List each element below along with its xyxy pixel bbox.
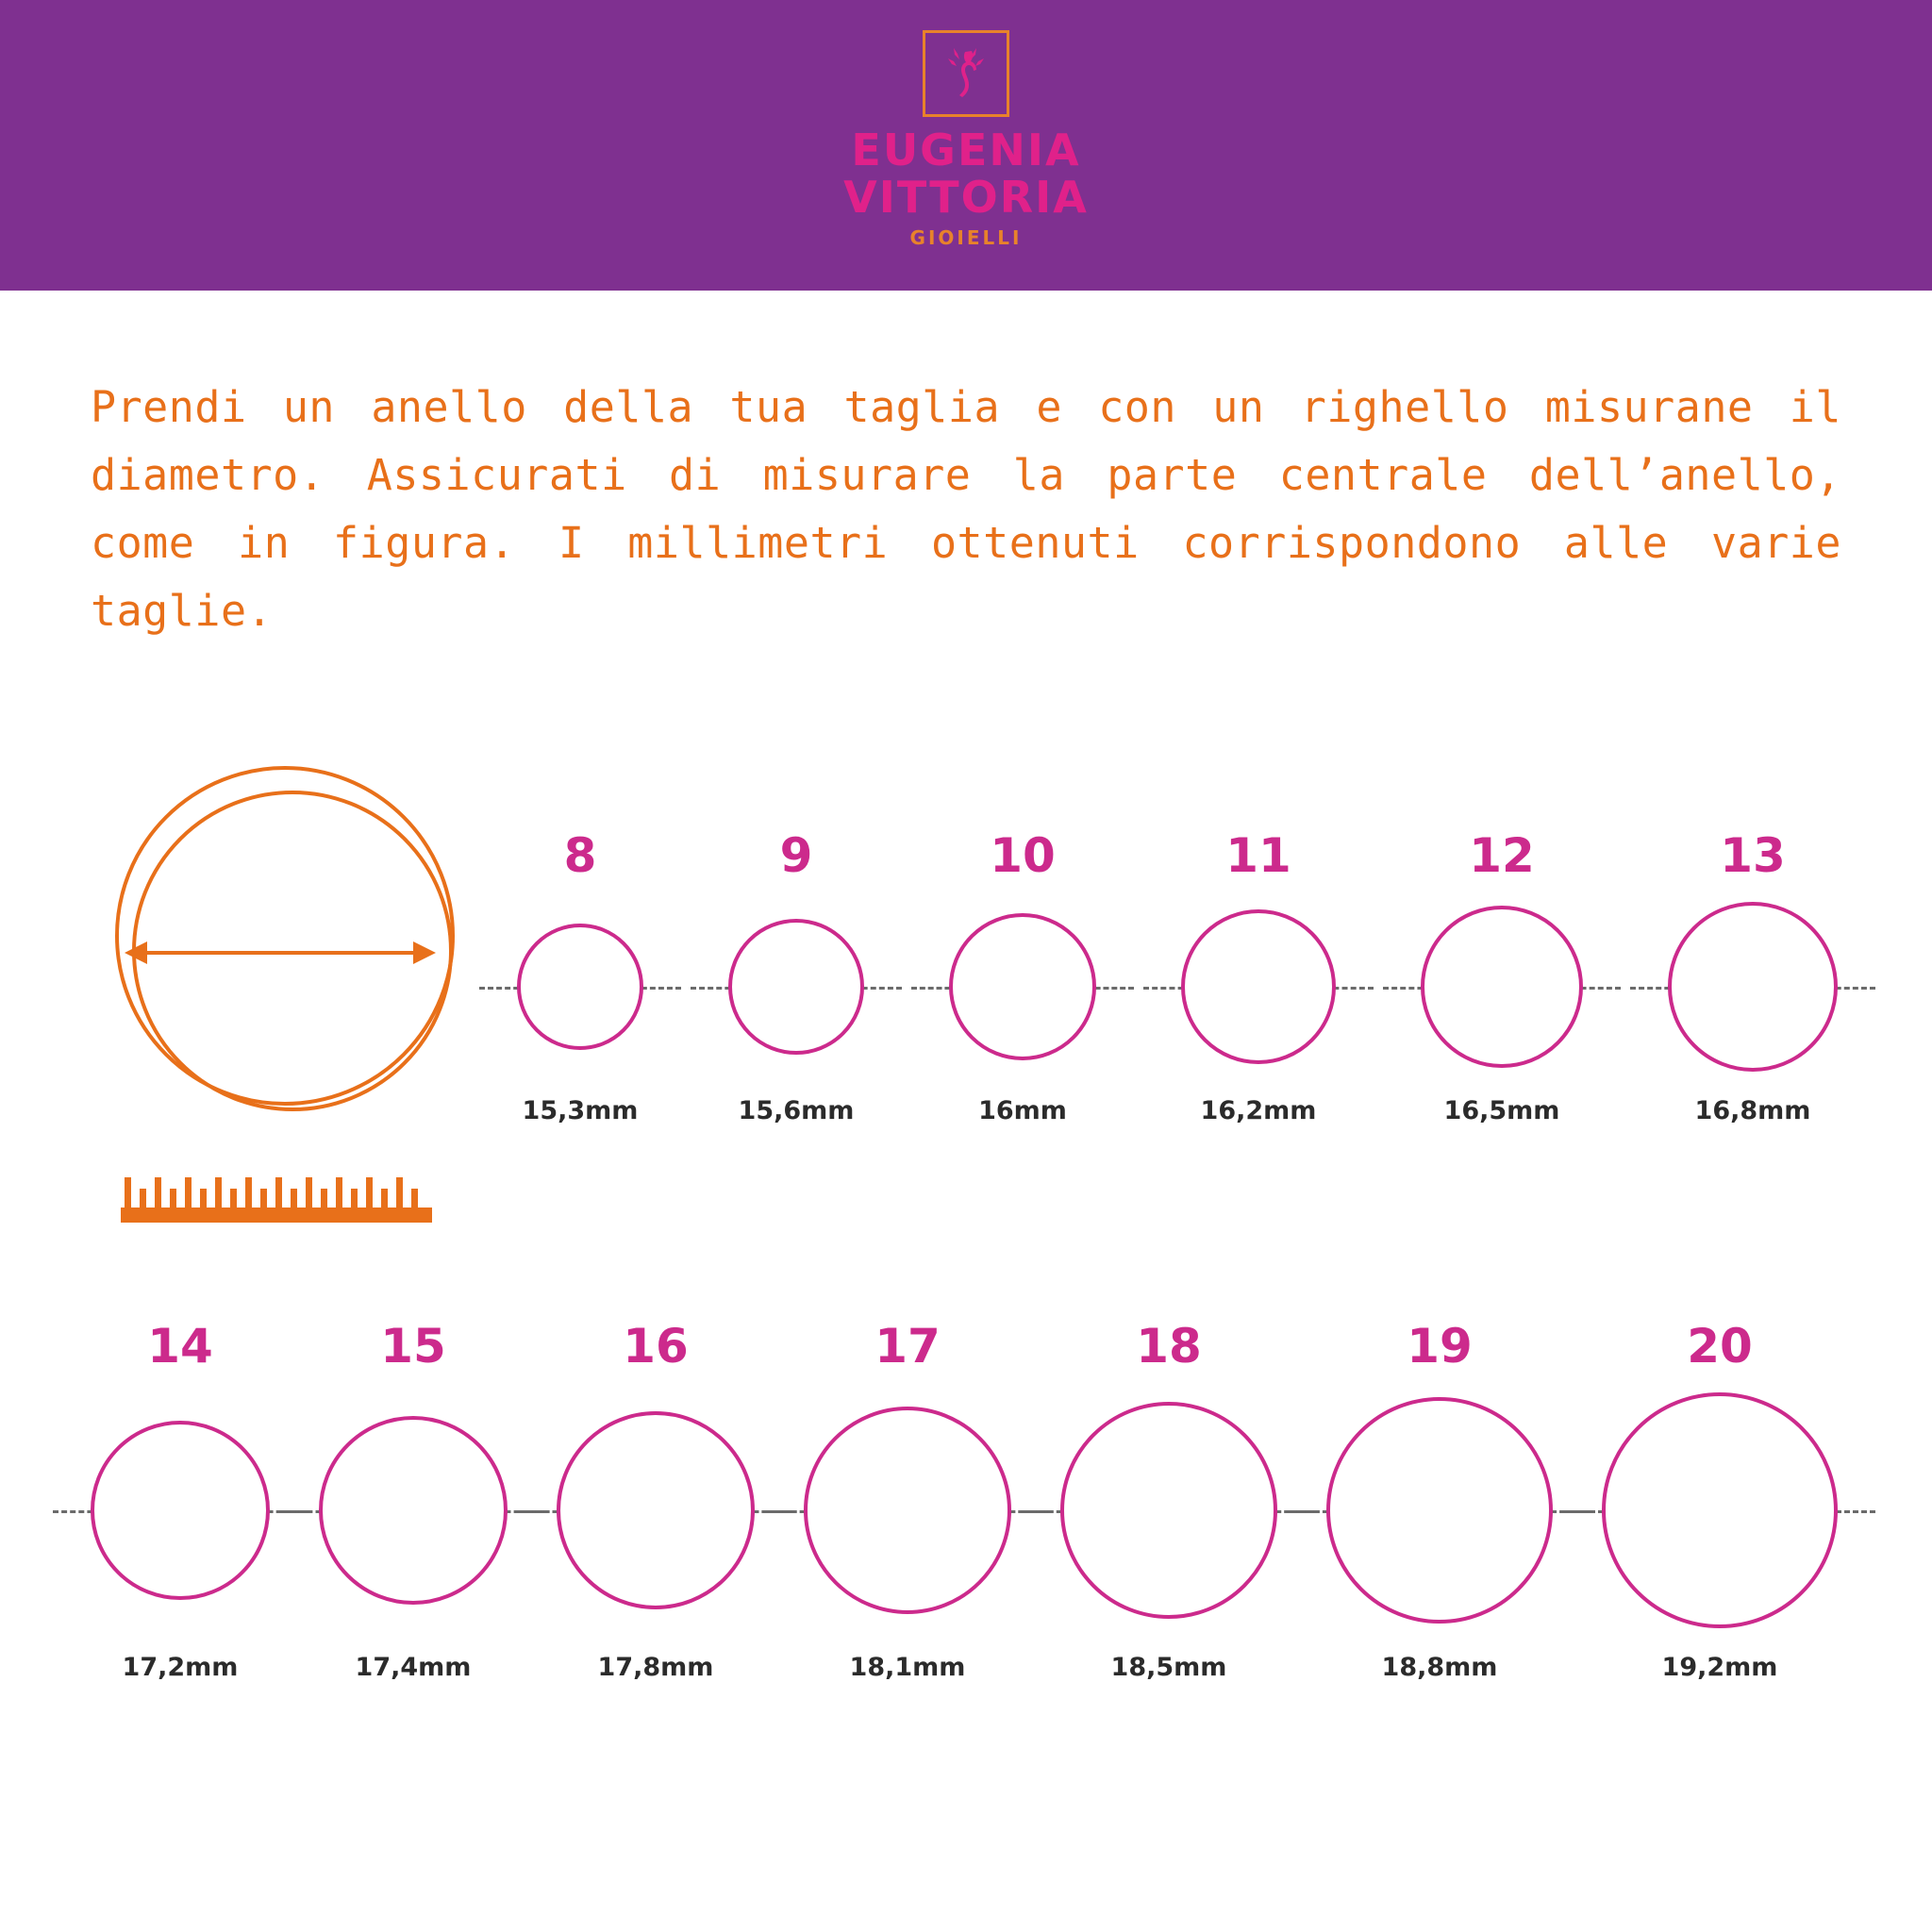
ring-circle bbox=[949, 913, 1096, 1060]
deer-logo-icon bbox=[923, 30, 1009, 117]
ring-size-cell bbox=[517, 830, 643, 1125]
ring-size-cell bbox=[1326, 1321, 1553, 1682]
ring-size-cell bbox=[1060, 1321, 1277, 1682]
ruler-icon bbox=[121, 1172, 432, 1230]
ring-size-number: 20 bbox=[1687, 1319, 1753, 1374]
ring-circle-wrapper bbox=[1668, 902, 1838, 1072]
ring-size-number: 9 bbox=[779, 828, 813, 883]
ring-circle bbox=[1421, 906, 1583, 1068]
ring-size-number: 14 bbox=[147, 1319, 213, 1374]
ring-size-cell bbox=[319, 1321, 508, 1682]
ring-diameter-label: 18,5mm bbox=[1110, 1653, 1227, 1682]
ring-circle-wrapper bbox=[1421, 902, 1583, 1072]
brand-logo bbox=[843, 30, 1089, 249]
ring-size-cell bbox=[91, 1321, 270, 1682]
ring-size-number: 13 bbox=[1720, 828, 1786, 883]
ring-size-number: 18 bbox=[1136, 1319, 1202, 1374]
ring-circle-wrapper bbox=[1326, 1392, 1553, 1628]
ring-size-number: 10 bbox=[990, 828, 1056, 883]
ring-size-number: 15 bbox=[380, 1319, 446, 1374]
ring-size-number: 12 bbox=[1469, 828, 1535, 883]
brand-name-line2: VITTORIA bbox=[843, 172, 1089, 223]
ring-circle bbox=[91, 1421, 270, 1600]
ring-circle bbox=[557, 1411, 755, 1609]
ring-circle bbox=[728, 919, 864, 1055]
brand-name-line1: EUGENIA bbox=[851, 125, 1081, 175]
ring-size-row-2 bbox=[91, 1321, 1838, 1682]
brand-tagline: GIOIELLI bbox=[909, 226, 1023, 249]
ring-size-number: 11 bbox=[1225, 828, 1291, 883]
instructions-text: Prendi un anello della tua taglia e con un righello misurane il diametro. Assicurati di misurare la parte centrale dell’anello, come in figura. I millimetri ottenuti corrispondono alle varie taglie. bbox=[91, 382, 1841, 636]
ring-diameter-label: 16,8mm bbox=[1694, 1096, 1811, 1125]
ring-diameter-label: 18,1mm bbox=[849, 1653, 966, 1682]
ring-size-cell bbox=[949, 830, 1096, 1125]
ring-circle-wrapper bbox=[517, 902, 643, 1072]
ring-size-cell bbox=[1668, 830, 1838, 1125]
ring-circle bbox=[1668, 902, 1838, 1072]
ring-size-number: 19 bbox=[1407, 1319, 1473, 1374]
ring-circle-wrapper bbox=[1602, 1392, 1838, 1628]
ring-diameter-label: 15,3mm bbox=[522, 1096, 639, 1125]
ring-size-number: 16 bbox=[623, 1319, 689, 1374]
ring-diameter-label: 16,5mm bbox=[1443, 1096, 1560, 1125]
ring-circle-wrapper bbox=[1060, 1392, 1277, 1628]
ring-circle bbox=[517, 924, 643, 1050]
ring-circle bbox=[804, 1407, 1011, 1614]
ring-circle-wrapper bbox=[949, 902, 1096, 1072]
ring-circle-wrapper bbox=[557, 1392, 755, 1628]
ring-size-number: 8 bbox=[563, 828, 597, 883]
ring-diameter-label: 17,8mm bbox=[597, 1653, 714, 1682]
ring-circle-wrapper bbox=[319, 1392, 508, 1628]
ring-size-cell bbox=[728, 830, 864, 1125]
ring-circle-wrapper bbox=[728, 902, 864, 1072]
ring-size-row-1 bbox=[517, 830, 1838, 1125]
ring-circle bbox=[1602, 1392, 1838, 1628]
ring-diameter-label: 15,6mm bbox=[738, 1096, 855, 1125]
ring-circle bbox=[1326, 1397, 1553, 1624]
ring-diameter-label: 16,2mm bbox=[1200, 1096, 1317, 1125]
ring-circle bbox=[1060, 1402, 1277, 1619]
ring-circle bbox=[1181, 909, 1336, 1064]
ring-circle-wrapper bbox=[804, 1392, 1011, 1628]
ring-outline-icon bbox=[98, 755, 475, 1132]
double-arrow-icon bbox=[125, 934, 436, 972]
ring-size-cell bbox=[1602, 1321, 1838, 1682]
ring-size-number: 17 bbox=[874, 1319, 941, 1374]
ring-circle-wrapper bbox=[1181, 902, 1336, 1072]
ring-circle bbox=[319, 1416, 508, 1605]
diameter-demo bbox=[98, 755, 475, 1132]
ring-diameter-label: 17,4mm bbox=[355, 1653, 472, 1682]
ring-circle-wrapper bbox=[91, 1392, 270, 1628]
page-header bbox=[0, 0, 1932, 291]
ring-size-cell bbox=[557, 1321, 755, 1682]
ring-diameter-label: 18,8mm bbox=[1381, 1653, 1498, 1682]
ring-size-cell bbox=[804, 1321, 1011, 1682]
ring-diameter-label: 16mm bbox=[978, 1096, 1067, 1125]
ring-diameter-label: 19,2mm bbox=[1661, 1653, 1778, 1682]
ring-diameter-label: 17,2mm bbox=[122, 1653, 239, 1682]
ring-size-cell bbox=[1181, 830, 1336, 1125]
ring-size-cell bbox=[1421, 830, 1583, 1125]
